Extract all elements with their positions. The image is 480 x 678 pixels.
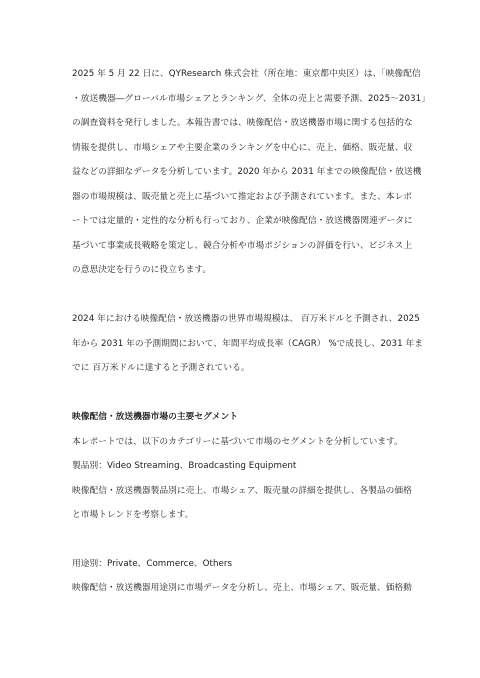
paragraph-line: ートでは定量的・定性的な分析も行っており、企業が映像配信・放送機器関連データに (72, 216, 413, 226)
market-size-paragraph (72, 307, 423, 381)
segment-by-product (72, 454, 412, 528)
paragraph-line: 2024 年における映像配信・放送機器の世界市場規模は、 百万米ドルと予測され、2025 (72, 314, 420, 324)
spacer (72, 381, 412, 406)
segment-desc-line: 映像配信・放送機器製品別に売上、市場シェア、販売量の詳細を提供し、各製品の価格 (72, 485, 412, 496)
intro-paragraph (72, 62, 430, 283)
spacer (72, 528, 412, 552)
segment-by-application (72, 552, 412, 601)
segment-label: 製品別：Video Streaming、Broadcasting Equipment (72, 461, 297, 471)
paragraph-line: 益などの詳細なデータを分析しています。2020 年から 2031 年までの映像配信・放送機 (72, 167, 422, 177)
section-heading: 映像配信・放送機器市場の主要セグメント (72, 412, 238, 422)
paragraph-line: の調査資料を発行しました。本報告書では、映像配信・放送機器市場に関する包括的な (72, 118, 413, 128)
spacer (72, 283, 412, 308)
segment-desc-line: と市場トレンドを考察します。 (72, 510, 194, 520)
paragraph-line: 器の市場規模は、販売量と売上に基づいて推定および予測されています。また、本レポ (72, 191, 413, 202)
document-page (72, 62, 430, 601)
paragraph-line: ・放送機器―グローバル市場シェアとランキング、全体の売上と需要予測、2025～2031」 (72, 93, 430, 104)
segment-desc-line: 映像配信・放送機器用途別に市場データを分析し、売上、市場シェア、販売量、価格動 (72, 583, 412, 593)
paragraph-line: 基づいて事業成長戦略を策定し、競合分析や市場ポジションの評価を行い、ビジネス上 (72, 240, 413, 251)
paragraph-line: の意思決定を行うのに役立ちます。 (72, 265, 212, 275)
segment-label: 用途別：Private、Commerce、Others (72, 558, 233, 569)
paragraph-line: 2025 年 5 月 22 日に、QYResearch 株式会社（所在地：東京都中央区）は、「映像配信 (72, 69, 421, 79)
section-intro: 本レポートでは、以下のカテゴリーに基づいて市場のセグメントを分析しています。 (72, 436, 403, 447)
paragraph-line: 情報を提供し、市場シェアや主要企業のランキングを中心に、売上、価格、販売量、収 (72, 142, 413, 153)
paragraph-line: 年から 2031 年の予測期間において、年間平均成長率（CAGR） %で成長し、2031 年ま (72, 338, 423, 349)
paragraph-line: でに 百万米ドルに達すると予測されている。 (72, 363, 250, 373)
